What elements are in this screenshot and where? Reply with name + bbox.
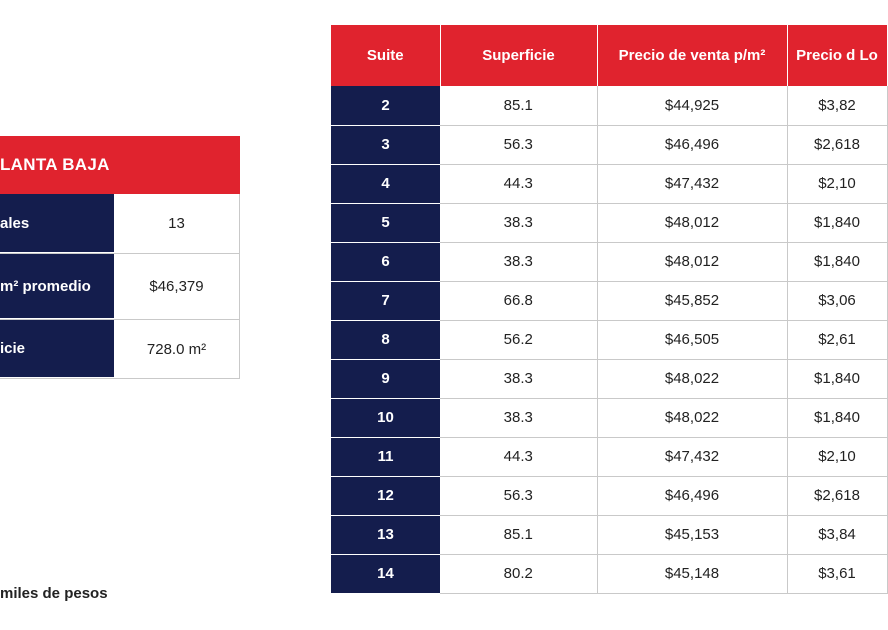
precio-venta-value: $48,022 <box>597 398 787 437</box>
table-row <box>331 164 887 203</box>
table-row <box>331 86 887 125</box>
precio-venta-value: $48,022 <box>597 359 787 398</box>
suite-number: 6 <box>331 242 440 281</box>
precio-lote-value: $3,06 <box>787 281 887 320</box>
summary-value: $46,379 <box>114 254 240 319</box>
table-row <box>331 281 887 320</box>
precio-venta-value: $46,505 <box>597 320 787 359</box>
precio-venta-value: $48,012 <box>597 203 787 242</box>
suite-number: 9 <box>331 359 440 398</box>
summary-row <box>0 254 240 320</box>
superficie-value: 44.3 <box>440 437 597 476</box>
superficie-value: 56.2 <box>440 320 597 359</box>
suite-number: 2 <box>331 86 440 125</box>
suite-number: 12 <box>331 476 440 515</box>
table-row <box>331 398 887 437</box>
table-row <box>331 476 887 515</box>
summary-label: m² promedio <box>0 254 114 319</box>
suite-number: 10 <box>331 398 440 437</box>
suite-number: 14 <box>331 554 440 593</box>
table-row <box>331 203 887 242</box>
suite-number: 13 <box>331 515 440 554</box>
table-row <box>331 515 887 554</box>
precio-venta-value: $46,496 <box>597 125 787 164</box>
table-row <box>331 437 887 476</box>
superficie-value: 38.3 <box>440 359 597 398</box>
superficie-value: 38.3 <box>440 203 597 242</box>
superficie-value: 66.8 <box>440 281 597 320</box>
precio-lote-value: $3,61 <box>787 554 887 593</box>
summary-value: 13 <box>114 194 240 253</box>
precio-lote-value: $2,61 <box>787 320 887 359</box>
suite-number: 5 <box>331 203 440 242</box>
precio-lote-value: $1,840 <box>787 359 887 398</box>
precio-lote-value: $2,618 <box>787 476 887 515</box>
summary-title: LANTA BAJA <box>0 136 240 194</box>
summary-table <box>0 136 240 379</box>
precio-lote-value: $2,10 <box>787 164 887 203</box>
summary-label: icie <box>0 320 114 378</box>
superficie-value: 56.3 <box>440 125 597 164</box>
precio-lote-value: $2,618 <box>787 125 887 164</box>
superficie-value: 44.3 <box>440 164 597 203</box>
precio-lote-value: $3,82 <box>787 86 887 125</box>
footnote: miles de pesos <box>0 585 108 602</box>
precio-venta-value: $48,012 <box>597 242 787 281</box>
summary-row <box>0 320 240 379</box>
superficie-value: 56.3 <box>440 476 597 515</box>
superficie-value: 85.1 <box>440 86 597 125</box>
precio-venta-value: $45,153 <box>597 515 787 554</box>
precio-venta-value: $47,432 <box>597 164 787 203</box>
header-superficie: Superficie <box>440 25 597 86</box>
precio-lote-value: $3,84 <box>787 515 887 554</box>
table-row <box>331 320 887 359</box>
superficie-value: 85.1 <box>440 515 597 554</box>
table-row <box>331 125 887 164</box>
summary-value: 728.0 m² <box>114 320 240 378</box>
suites-table <box>331 25 888 594</box>
table-header-row <box>331 25 887 86</box>
suite-number: 3 <box>331 125 440 164</box>
precio-lote-value: $2,10 <box>787 437 887 476</box>
table-row <box>331 554 887 593</box>
precio-lote-value: $1,840 <box>787 398 887 437</box>
precio-venta-value: $46,496 <box>597 476 787 515</box>
suite-number: 4 <box>331 164 440 203</box>
suites-body <box>331 86 887 593</box>
header-suite: Suite <box>331 25 440 86</box>
precio-lote-value: $1,840 <box>787 242 887 281</box>
summary-row <box>0 194 240 254</box>
suite-number: 7 <box>331 281 440 320</box>
precio-lote-value: $1,840 <box>787 203 887 242</box>
header-precio-venta: Precio de venta p/m² <box>597 25 787 86</box>
suite-number: 8 <box>331 320 440 359</box>
header-precio-lote: Precio d Lo <box>787 25 887 86</box>
precio-venta-value: $47,432 <box>597 437 787 476</box>
summary-label: ales <box>0 194 114 253</box>
precio-venta-value: $44,925 <box>597 86 787 125</box>
superficie-value: 38.3 <box>440 242 597 281</box>
superficie-value: 38.3 <box>440 398 597 437</box>
precio-venta-value: $45,148 <box>597 554 787 593</box>
precio-venta-value: $45,852 <box>597 281 787 320</box>
table-row <box>331 359 887 398</box>
suite-number: 11 <box>331 437 440 476</box>
superficie-value: 80.2 <box>440 554 597 593</box>
table-row <box>331 242 887 281</box>
